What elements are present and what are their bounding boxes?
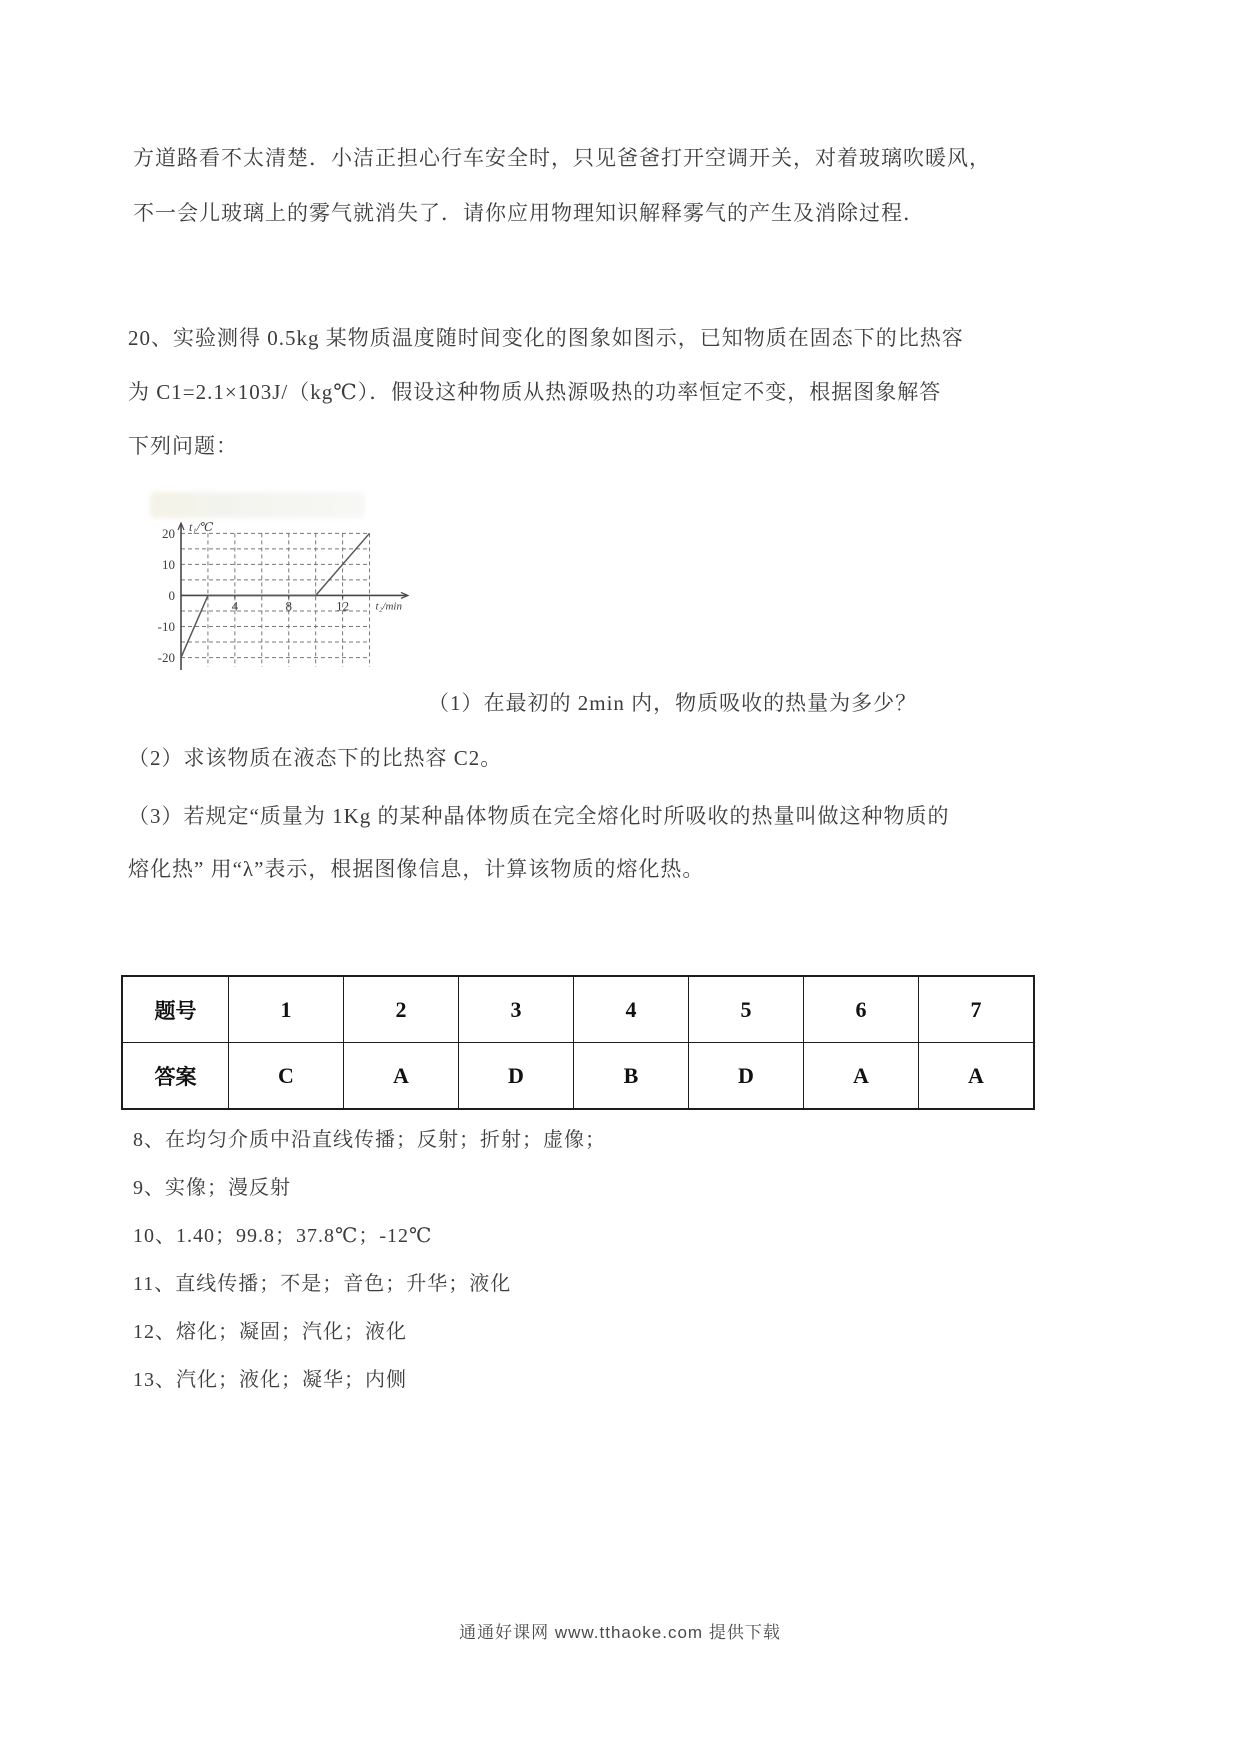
answer-line-9: 9、实像；漫反射 [133, 1177, 291, 1199]
question-20-sub3-line-2: 熔化热” 用“λ”表示，根据图像信息，计算该物质的熔化热。 [128, 857, 705, 881]
short-answers-block [133, 1116, 1053, 1404]
table-cell: 6 [804, 976, 919, 1043]
svg-text:-10: -10 [157, 619, 175, 635]
table-cell: A [804, 1043, 919, 1110]
table-cell: 2 [344, 976, 459, 1043]
table-cell: 5 [689, 976, 804, 1043]
table-cell: B [574, 1043, 689, 1110]
table-cell: 4 [574, 976, 689, 1043]
svg-text:t₁/℃: t₁/℃ [189, 520, 214, 534]
question-20-line-1: 20、实验测得 0.5kg 某物质温度随时间变化的图象如图示，已知物质在固态下的比热容 [128, 326, 964, 350]
answer-line-11: 11、直线传播；不是；音色；升华；液化 [133, 1273, 512, 1295]
answer-line-13: 13、汽化；液化；凝华；内侧 [133, 1369, 407, 1391]
svg-text:20: 20 [162, 525, 175, 541]
intro-line-1: 方道路看不太清楚．小洁正担心行车安全时，只见爸爸打开空调开关，对着玻璃吹暖风， [133, 146, 991, 170]
chart-figure [141, 516, 413, 683]
question-20-sub1-text: （1）在最初的 2min 内，物质吸收的热量为多少？ [428, 691, 918, 715]
table-row-numbers [122, 976, 1034, 1043]
number-row-label: 题号 [122, 976, 229, 1043]
table-row-answers [122, 1043, 1034, 1110]
table-cell: D [459, 1043, 574, 1110]
temperature-time-chart [141, 516, 413, 678]
question-20-sub2-text: （2）求该物质在液态下的比热容 C2。 [128, 746, 503, 770]
svg-text:0: 0 [168, 587, 175, 603]
scan-watermark-smudge [150, 492, 365, 518]
svg-text:-20: -20 [157, 650, 175, 666]
table-cell: D [689, 1043, 804, 1110]
intro-line-2: 不一会儿玻璃上的雾气就消失了．请你应用物理知识解释雾气的产生及消除过程． [133, 201, 925, 225]
svg-text:t₂/min: t₂/min [375, 600, 402, 613]
table-cell: 7 [919, 976, 1035, 1043]
answer-line-10: 10、1.40；99.8；37.8℃；-12℃ [133, 1225, 433, 1247]
answer-line-12: 12、熔化；凝固；汽化；液化 [133, 1321, 407, 1343]
question-20-line-2: 为 C1=2.1×103J/（kg℃）．假设这种物质从热源吸热的功率恒定不变，根据图象解答 [128, 380, 942, 404]
question-20-sub2 [128, 738, 1028, 778]
answer-row-label: 答案 [122, 1043, 229, 1110]
svg-text:12: 12 [336, 598, 350, 614]
svg-text:4: 4 [231, 598, 239, 614]
intro-paragraph [133, 131, 1053, 241]
question-20-sub3 [128, 790, 1048, 896]
answer-line-8: 8、在均匀介质中沿直线传播；反射；折射；虚像； [133, 1129, 606, 1151]
question-20-line-3: 下列问题： [128, 434, 238, 458]
question-20-paragraph [128, 311, 1048, 473]
table-cell: 3 [459, 976, 574, 1043]
answer-key-table [121, 975, 1035, 1110]
question-20-sub3-line-1: （3）若规定“质量为 1Kg 的某种晶体物质在完全熔化时所吸收的热量叫做这种物质的 [128, 804, 950, 828]
table-cell: 1 [229, 976, 344, 1043]
svg-text:10: 10 [162, 556, 175, 572]
question-20-sub1 [428, 683, 1068, 723]
svg-text:8: 8 [285, 598, 292, 614]
table-cell: C [229, 1043, 344, 1110]
footer-site-credit: 通通好课网 www.tthaoke.com 提供下载 [459, 1623, 781, 1642]
table-cell: A [919, 1043, 1035, 1110]
table-cell: A [344, 1043, 459, 1110]
